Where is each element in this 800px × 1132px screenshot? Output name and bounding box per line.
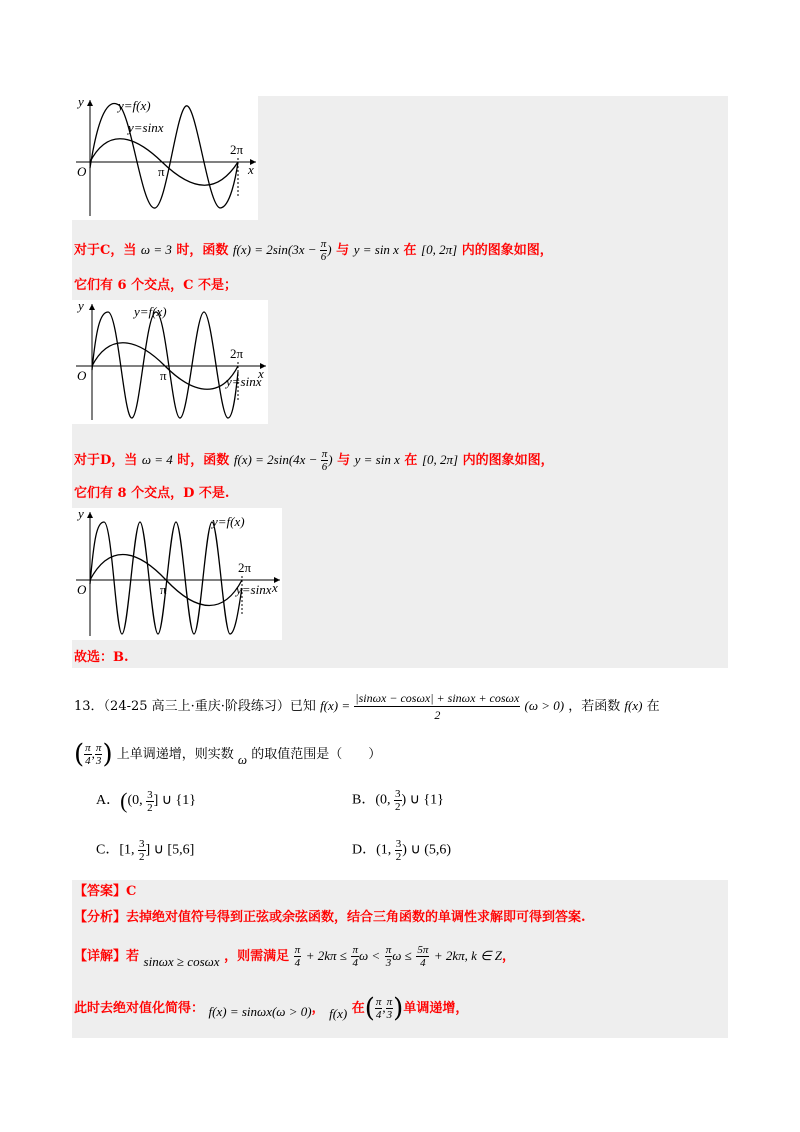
simplified-function: f(x) = sinωx(ω > 0)	[208, 1004, 312, 1019]
q13-fx2: f(x)	[624, 698, 643, 713]
case-c-line2: 它们有 6 个交点，C 不是；	[74, 278, 237, 293]
q13-numerator: |sinωx − cosωx| + sinωx + cosωx	[355, 691, 520, 705]
fx-curve	[90, 522, 242, 634]
q13-omega: ω	[237, 752, 248, 767]
case-c-func-close: )	[327, 242, 332, 257]
q13-line2: ( $\frac{\pi}{4}$ , $\frac{\pi}{3}$ ) 上单调递增，则实数 ω 的取值范围是（ ）	[74, 739, 382, 770]
q13-denominator: 2	[434, 708, 441, 722]
q13-interval-right: $\frac{\pi}{3}$	[95, 742, 102, 767]
q13-prefix: 13．（24-25 高三上·重庆·阶段练习）已知	[74, 699, 316, 714]
detail-condition: sinωx ≥ cosωx	[143, 954, 220, 969]
case-c-omega: ω = 3	[140, 242, 172, 257]
sinx-label: y=sinx	[128, 120, 164, 135]
case-c-mid1: 时，函数	[176, 243, 229, 258]
case-d-interval: [0, 2π]	[421, 452, 459, 467]
y-axis-label: y	[78, 508, 84, 521]
two-pi-label: 2π	[238, 560, 252, 575]
case-d-suffix: 内的图象如图，	[462, 453, 554, 468]
case-c-interval: [0, 2π]	[421, 242, 458, 257]
case-c-suffix: 内的图象如图，	[461, 243, 553, 258]
fx-label: y=f(x)	[118, 98, 151, 113]
case-d-frac: $\frac{\pi}{6}$	[321, 448, 328, 473]
sinx-label: y=sinx	[226, 374, 262, 389]
q13-fx: f(x) =	[320, 698, 351, 713]
q13-line2-text: 上单调递增，则实数	[116, 747, 234, 762]
option-c[interactable]: C．[1, $\frac{3}{2}$ ] ∪ [5,6]	[96, 838, 195, 863]
previous-answer: 故选：B.	[74, 650, 129, 665]
case-d-mid3: 在	[404, 453, 418, 468]
y-axis-label: y	[78, 300, 84, 313]
graph-case-c-svg	[72, 300, 268, 424]
y-axis-label: y	[78, 96, 84, 109]
simplify-line: 此时去绝对值化简得： f(x) = sinωx(ω > 0)， f(x) 在( $\frac{\pi}{4}$ , $\frac{\pi}{3}$ )单调递增，	[74, 993, 469, 1024]
option-b[interactable]: B．(0, $\frac{3}{2}$ ) ∪ {1}	[352, 788, 444, 813]
detail-line: 【详解】若 sinωx ≥ cosωx ，则需满足 $\frac{\pi}{4}$ + 2kπ ≤ $\frac{\pi}{4}$ ω < $\frac{\pi}{3}$ ω ≤ $\frac{5\pi}{4}$ + 2kπ, k ∈ Z，	[74, 944, 516, 969]
sinx-label: y=sinx	[236, 582, 272, 597]
case-c-mid2: 与	[336, 243, 350, 258]
case-d-func: f(x) = 2sin(4x −	[233, 452, 321, 467]
answer-line: 【答案】C	[74, 884, 137, 899]
case-d-prefix: 对于D，当	[74, 453, 138, 468]
graph-case-b-svg	[72, 96, 258, 220]
x-axis-label: x	[272, 580, 278, 595]
origin-label: O	[77, 368, 87, 383]
graph-case-d	[72, 508, 282, 640]
analysis-line: 【分析】去掉绝对值符号得到正弦或余弦函数，结合三角函数的单调性求解即可得到答案.	[74, 910, 586, 925]
q13-condition: (ω > 0)	[524, 698, 565, 713]
case-d-line1	[74, 448, 554, 473]
q13-line1	[74, 690, 660, 723]
pi-label: π	[160, 368, 167, 383]
origin-label: O	[77, 164, 87, 179]
q13-fraction	[354, 690, 520, 723]
pi-label: π	[158, 164, 165, 179]
graph-case-d-svg	[72, 508, 282, 640]
fx-curve	[92, 312, 238, 418]
case-c-frac: $\frac{\pi}{6}$	[320, 238, 327, 263]
case-c-func: f(x) = 2sin(3x −	[232, 242, 320, 257]
two-pi-label: 2π	[230, 142, 244, 157]
case-d-mid2: 与	[337, 453, 351, 468]
option-a[interactable]: A．((0, $\frac{3}{2}$ ] ∪ {1}	[96, 788, 196, 814]
case-c-prefix: 对于C，当	[74, 243, 137, 258]
case-d-func-close: )	[328, 452, 333, 467]
case-d-mid1: 时，函数	[177, 453, 230, 468]
two-pi-label: 2π	[230, 346, 244, 361]
case-c-mid3: 在	[403, 243, 417, 258]
x-axis-label: x	[248, 162, 254, 177]
q13-line2b: 的取值范围是（ ）	[251, 747, 382, 762]
option-d[interactable]: D．(1, $\frac{3}{2}$ ) ∪ (5,6)	[352, 838, 452, 863]
case-d-omega: ω = 4	[141, 452, 173, 467]
fx-label: y=f(x)	[134, 304, 167, 319]
pi-label: π	[160, 582, 167, 597]
case-c-line1	[74, 238, 553, 263]
graph-case-c	[72, 300, 268, 424]
case-d-line2: 它们有 8 个交点，D 不是.	[74, 486, 230, 501]
case-c-sinx: y = sin x	[353, 242, 399, 257]
case-d-sinx: y = sin x	[354, 452, 400, 467]
q13-interval-left: $\frac{\pi}{4}$	[85, 742, 91, 767]
graph-case-b	[72, 96, 258, 220]
fx-curve	[90, 104, 238, 209]
q13-zai: 在	[646, 699, 660, 714]
origin-label: O	[77, 582, 87, 597]
q13-mid: ，若函数	[568, 699, 621, 714]
x-axis-label: x	[258, 366, 264, 381]
fx-label: y=f(x)	[212, 514, 245, 529]
